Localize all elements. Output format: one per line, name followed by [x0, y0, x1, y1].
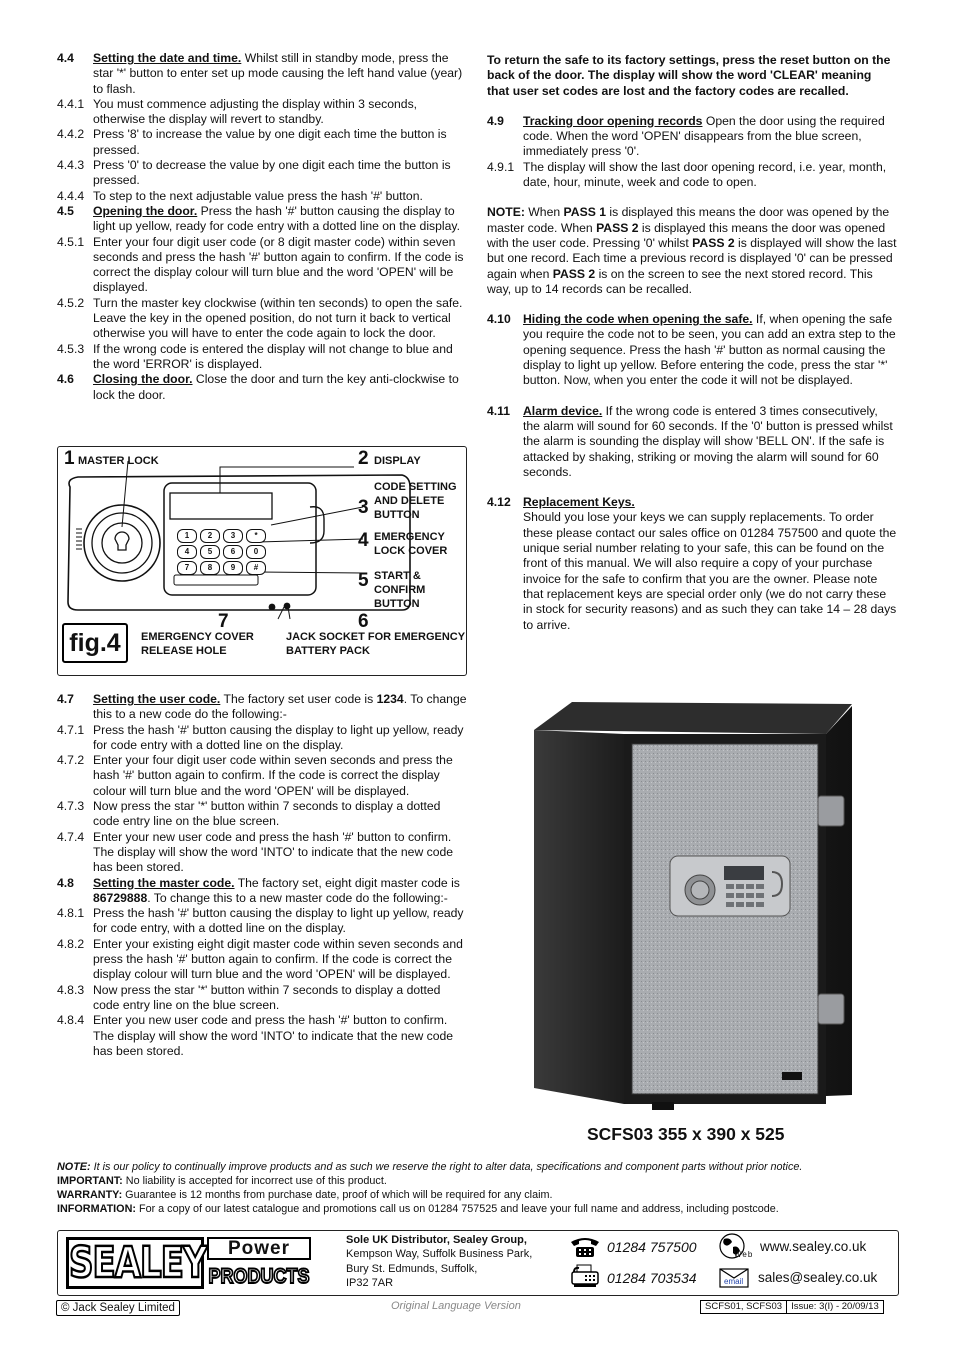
power-logo-text: Power [227, 1238, 291, 1259]
section-content [93, 235, 467, 296]
factory-code: 1234 [376, 692, 404, 706]
label-number-4: 4 [358, 530, 369, 551]
fax-icon [569, 1264, 601, 1288]
section-content [93, 830, 467, 876]
products-logo [207, 1263, 311, 1289]
section-title: Setting the user code. [93, 692, 221, 706]
note-text: is displayed will show the last but one record. Each time a previous record is displayed '0' can be pressed again when [487, 235, 897, 281]
section-number: 4.9 [487, 113, 504, 128]
section-text: Whilst still in standby mode, press the star '*' button to enter set up mode causing the left hand value (year) to flash. [93, 51, 463, 96]
section-number: 4.11 [487, 403, 511, 418]
section-text: Enter your four digit user code within seven seconds and press the hash '#' button again to confirm. If the code is correct the display colour will turn blue and the word 'OPEN' will be displayed. [93, 753, 453, 798]
distributor-title: Sole UK Distributor, Sealey Group, [346, 1234, 527, 1246]
section-content [93, 127, 467, 158]
section-text: To step to the next adjustable value press the hash '#' button. [93, 188, 423, 203]
left-column-bottom [57, 692, 467, 1059]
keypad-key: * [246, 529, 266, 543]
section-text: Press the hash '#' button causing the display to light up yellow, ready for code entry with a dotted line on the display. [93, 203, 460, 234]
section-number: 4.8 [57, 875, 74, 890]
label-number-1: 1 [64, 448, 75, 469]
figure-caption: fig.4 [62, 623, 128, 663]
section-item [57, 51, 467, 97]
email-link[interactable]: sales@sealey.co.uk [758, 1270, 878, 1285]
section-number: 4.12 [487, 495, 511, 510]
section-text: The factory set, eight digit master code is [234, 875, 460, 890]
section-text: Enter your new user code and press the hash '#' button to confirm. The display will show the word 'INTO' to indicate that the new code has been stored. [93, 829, 454, 875]
section-item [57, 692, 467, 723]
section-text: Now press the star '*' button within 7 seconds to display a dotted code entry line on the blue screen. [93, 982, 441, 1012]
footer-notes [57, 1160, 902, 1216]
section-title: Opening the door. [93, 203, 198, 218]
original-language-version: Original Language Version [391, 1300, 521, 1312]
left-column-top [57, 51, 467, 403]
note-text: It is our policy to continually improve products and as such we reserve the right to alter data, specifications and component parts without prior notice. [90, 1161, 803, 1173]
section-text: Press '8' to increase the value by one digit each time the button is pressed. [93, 127, 447, 157]
keypad-key: 1 [177, 529, 197, 543]
note-pass: PASS 1 [563, 205, 606, 220]
section-text: . To change this to a new code do the following:- [93, 692, 467, 722]
keypad-key: 6 [223, 545, 243, 559]
section-content [93, 983, 467, 1014]
section-number: 4.4 [57, 51, 74, 65]
label-master-lock: MASTER LOCK [78, 455, 159, 467]
safe-product-image [520, 700, 860, 1115]
section-content [93, 372, 467, 403]
right-column [487, 53, 897, 633]
section-item [57, 158, 467, 189]
sealey-logo-text: SEALEY [69, 1238, 207, 1288]
section-number: 4.7.3 [57, 799, 85, 814]
keypad-key: 7 [177, 561, 197, 575]
section-text: Press the hash '#' button causing the display to light up yellow, ready for code entry, with a dotted line on the display. [93, 906, 464, 936]
display-window [170, 493, 272, 519]
website-link[interactable]: www.sealey.co.uk [760, 1239, 867, 1254]
note-pass: PASS 2 [692, 235, 735, 250]
note-label: NOTE: [487, 205, 525, 220]
section-content [93, 692, 467, 723]
section-text: Close the door and turn the key anti-clockwise to lock the door. [93, 372, 459, 402]
section-number: 4.8.1 [57, 906, 85, 921]
label-code-setting: CODE SETTING AND DELETE BUTTON [374, 481, 457, 521]
section-content [93, 158, 467, 189]
section-title: Setting the date and time. [93, 51, 242, 65]
section-text: Press '0' to decrease the value by one digit each time the button is pressed. [93, 158, 451, 188]
note-label: NOTE: [57, 1161, 91, 1173]
section-text: Enter your four digit user code (or 8 digit master code) within seven seconds and press the hash '#' button again to confirm. If the code is correct the display colour will turn blue and the word 'OPEN' will be displayed. [93, 234, 464, 295]
section-text: Enter your existing eight digit master code within seven seconds and press the hash '#' button again to confirm. If the code is correct the display colour will turn blue and the word 'OPEN' will be displayed. [93, 936, 463, 982]
section-title: Closing the door. [93, 372, 193, 387]
keypad-key: 3 [223, 529, 243, 543]
label-number-5: 5 [358, 570, 369, 591]
section-item [57, 753, 467, 799]
keypad-key: 9 [223, 561, 243, 575]
section-title: Replacement Keys. [523, 495, 635, 510]
warranty-label: WARRANTY: [57, 1189, 123, 1201]
section-number: 4.9.1 [487, 159, 515, 174]
section-item [57, 342, 467, 373]
section-content [93, 342, 467, 373]
keypad-key: 0 [246, 545, 266, 559]
section-text: If the wrong code is entered 3 times consecutively, the alarm will sound for 60 seconds. If the '0' button is pressed whilst the alarm is sounding the display will show 'BELL ON'. If the safe is attacked by shaking, striking or moving the alarm will sound for 60 seconds. [523, 403, 893, 479]
section-number: 4.8.2 [57, 936, 85, 951]
section-text: . To change this to a new master code do the following:- [147, 890, 448, 905]
note-pass: PASS 2 [596, 220, 639, 235]
address-line: Kempson Way, Suffolk Business Park, [346, 1248, 533, 1261]
label-jack-socket: JACK SOCKET FOR EMERGENCY BATTERY PACK [286, 631, 465, 657]
section-number: 4.5.3 [57, 341, 85, 356]
section-number: 4.4.1 [57, 96, 85, 111]
section-text: Enter you new user code and press the hash '#' button to confirm. The display will show the word 'INTO' to indicate that the new code has been stored. [93, 1013, 454, 1058]
label-number-2: 2 [358, 448, 369, 469]
section-4-11 [487, 404, 897, 480]
keypad-key: 4 [177, 545, 197, 559]
address-line: IP32 7AR [346, 1276, 394, 1289]
keypad-key: 8 [200, 561, 220, 575]
safe-caption: SCFS03 355 x 390 x 525 [587, 1124, 785, 1144]
important-text: No liability is accepted for incorrect use of this product. [122, 1175, 387, 1187]
model-numbers: SCFS01, SCFS03 [701, 1301, 787, 1313]
label-number-6: 6 [358, 611, 369, 632]
section-content [93, 799, 467, 830]
label-emergency-cover-release: EMERGENCY COVER RELEASE HOLE [141, 631, 254, 657]
section-text: If the wrong code is entered the display will not change to blue and the word 'ERROR' is displayed. [93, 341, 453, 371]
section-number: 4.7.2 [57, 753, 85, 768]
section-content [93, 51, 467, 97]
section-text: If, when opening the safe you require the code not to be seen, you can add an extra step to the opening sequence. Press the hash '#' button as normal causing the display to light up yellow. Before entering the code, press the star '*' button. Now, when you enter the code it will not be displayed. [523, 312, 896, 388]
section-content [93, 937, 467, 983]
section-4-10 [487, 312, 897, 388]
address-line: Bury St. Edmunds, Suffolk, [346, 1262, 478, 1275]
section-number: 4.5.1 [57, 234, 85, 249]
note-text: is on the screen to see the next stored record. This way, up to 14 records can be recalled. [487, 266, 873, 296]
sealey-logo [66, 1237, 207, 1289]
note-text: is displayed this means the door was opened by the master code. When [487, 205, 890, 235]
section-content [93, 906, 467, 937]
section-item [57, 830, 467, 876]
section-number: 4.5.2 [57, 295, 85, 310]
section-number: 4.8.3 [57, 982, 85, 997]
section-content [93, 204, 467, 235]
label-number-3: 3 [358, 497, 369, 518]
factory-reset-note: To return the safe to its factory settings, press the reset button on the back of the door. The display will show the word 'CLEAR' meaning that user set codes are lost and the factory codes are recalled. [487, 53, 891, 98]
section-4-9-1 [487, 160, 897, 191]
section-item [57, 1013, 467, 1059]
keypad-key: # [246, 561, 266, 575]
section-number: 4.5 [57, 203, 74, 218]
section-text: Now press the star '*' button within 7 seconds to display a dotted code entry line on the blue screen. [93, 799, 441, 829]
phone-number[interactable]: 01284 757500 [607, 1239, 697, 1255]
email-icon-label: email [724, 1277, 744, 1286]
issue-box [700, 1300, 884, 1314]
section-item [57, 799, 467, 830]
section-item [57, 204, 467, 235]
section-item [57, 937, 467, 983]
section-item [57, 906, 467, 937]
section-number: 4.7.4 [57, 829, 85, 844]
label-emergency-lock-cover: EMERGENCY LOCK COVER [374, 531, 448, 557]
section-number: 4.8.4 [57, 1013, 85, 1028]
power-logo [207, 1237, 311, 1260]
section-text: Press the hash '#' button causing the display to light up yellow, ready for code entry with a dotted line on the display. [93, 722, 464, 752]
section-text: Should you lose your keys we can supply replacements. To order these please contact our sales office on 01284 757500 and quote the unique serial number relating to your safe, this can be found on the front of this manual. We will also require a copy of your purchase invoice for the safe to confirm that you are the owner. Please note that replacement keys are special order only (we do not carry these in stock for security reasons) and as such they can take 14 – 28 days to arrive. [523, 510, 897, 632]
section-text: The factory set user code is [220, 692, 377, 706]
section-content [93, 753, 467, 799]
important-label: IMPORTANT: [57, 1175, 123, 1187]
label-number-7: 7 [218, 611, 229, 632]
section-item [57, 372, 467, 403]
section-title: Hiding the code when opening the safe. [523, 312, 753, 327]
section-item [57, 723, 467, 754]
section-text: Open the door using the required code. When the word 'OPEN' disappears from the blue screen, immediately press '0'. [523, 113, 885, 159]
note-text: is displayed this means the door was opened with the user code. Pressing '0' whilst [487, 220, 886, 250]
section-item [57, 127, 467, 158]
fax-number[interactable]: 01284 703534 [607, 1270, 697, 1286]
section-number: 4.7 [57, 692, 74, 706]
section-number: 4.4.3 [57, 158, 85, 173]
keypad-key: 2 [200, 529, 220, 543]
section-number: 4.7.1 [57, 722, 85, 737]
section-item [57, 235, 467, 296]
label-display: DISPLAY [374, 455, 421, 467]
information-label: INFORMATION: [57, 1203, 136, 1215]
information-text: For a copy of our latest catalogue and promotions call us on 01284 757525 and leave your full name and address, including postcode. [135, 1203, 779, 1215]
label-start-confirm: START & CONFIRM BUTTON [374, 570, 426, 610]
figure-4-lock-panel [57, 446, 467, 676]
section-number: 4.4.2 [57, 127, 85, 142]
factory-code: 86729888 [93, 890, 148, 905]
section-text: You must commence adjusting the display within 3 seconds, otherwise the display will revert to standby. [93, 96, 418, 127]
keypad-key: 5 [200, 545, 220, 559]
section-content [93, 97, 467, 128]
section-title: Alarm device. [523, 403, 603, 418]
section-content [93, 876, 467, 907]
section-item [57, 296, 467, 342]
section-number: 4.6 [57, 372, 74, 387]
pass-note [487, 205, 897, 297]
issue-date: Issue: 3(I) - 20/09/13 [791, 1301, 879, 1312]
note-text: When [524, 205, 564, 220]
section-item [57, 876, 467, 907]
web-icon-label: Web [734, 1250, 754, 1259]
section-content [93, 296, 467, 342]
distributor-address [346, 1233, 532, 1290]
warranty-text: Guarantee is 12 months from purchase date, proof of which will be required for any claim. [122, 1189, 553, 1201]
section-content [93, 1013, 467, 1059]
section-item [57, 189, 467, 204]
section-content [93, 723, 467, 754]
section-content [93, 189, 467, 204]
section-4-9 [487, 114, 897, 160]
section-title: Tracking door opening records [523, 113, 703, 128]
section-number: 4.10 [487, 312, 511, 327]
copyright: © Jack Sealey Limited [56, 1300, 180, 1316]
section-item [57, 983, 467, 1014]
products-logo-text: PRODUCTS [208, 1264, 310, 1288]
note-pass: PASS 2 [552, 266, 596, 281]
section-title: Setting the master code. [93, 875, 235, 890]
phone-icon [569, 1236, 601, 1258]
section-text: Turn the master key clockwise (within ten seconds) to open the safe. Leave the key in the opened position, do not turn it back to vertical otherwise you will have to enter the code again to lock the door. [93, 295, 463, 341]
section-item [57, 97, 467, 128]
section-number: 4.4.4 [57, 188, 85, 203]
section-4-12 [487, 495, 897, 633]
section-text: The display will show the last door opening record, i.e. year, month, date, hour, minute, week and code to open. [523, 159, 887, 190]
